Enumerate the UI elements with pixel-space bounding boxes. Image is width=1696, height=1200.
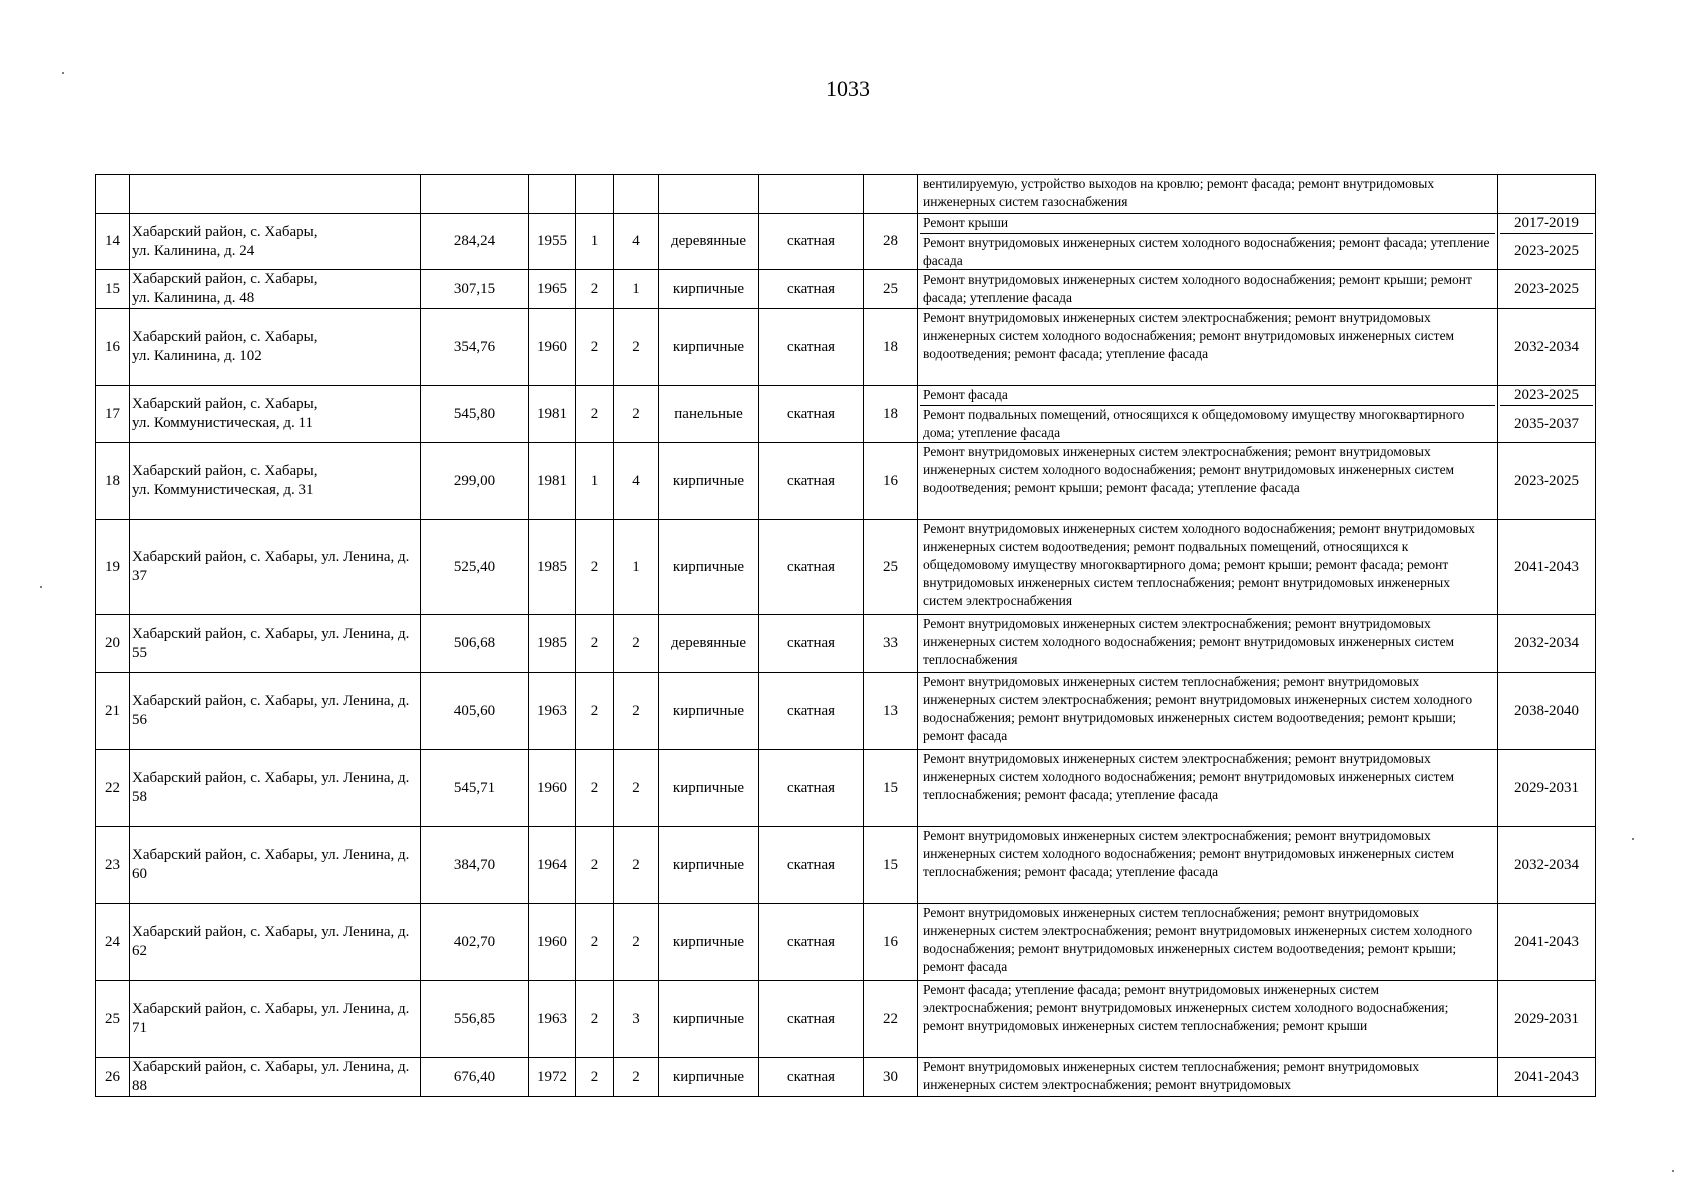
roof-type: скатная: [759, 520, 864, 615]
roof-type: скатная: [759, 827, 864, 904]
work-item: Ремонт внутридомовых инженерных систем теплоснабжения; ремонт внутридомовых инженерных систем электроснабжения; ремонт внутридомовых: [923, 1059, 1420, 1092]
build-year: 1972: [529, 1058, 576, 1097]
apartments-count: 33: [864, 615, 918, 673]
works-cell: [918, 904, 1498, 981]
repair-period: 2038-2040: [1514, 702, 1579, 719]
table-row: [96, 386, 1596, 443]
build-year: 1960: [529, 904, 576, 981]
repair-period: 2032-2034: [1514, 635, 1579, 651]
apartments-count: 28: [864, 214, 918, 270]
repair-period: 2029-2031: [1514, 779, 1579, 796]
entrances-count: 2: [614, 386, 659, 443]
periods-cell: [1498, 1058, 1596, 1097]
wall-material: кирпичные: [659, 309, 759, 386]
floors-count: 2: [576, 1058, 614, 1097]
works-cell: [918, 520, 1498, 615]
periods-cell: [1498, 520, 1596, 615]
floors-count: 2: [576, 904, 614, 981]
wall-material: кирпичные: [659, 673, 759, 750]
apartments-count: 18: [864, 309, 918, 386]
wall-material: кирпичные: [659, 904, 759, 981]
build-year: 1964: [529, 827, 576, 904]
address-line: Хабарский район, с. Хабары,: [132, 329, 318, 345]
total-area: 545,80: [421, 386, 529, 443]
empty-cell: [96, 175, 130, 214]
work-item: Ремонт фасада: [923, 387, 1008, 402]
address-line: ул. Калинина, д. 24: [132, 242, 255, 259]
floors-count: 1: [576, 443, 614, 520]
entrances-count: 2: [614, 827, 659, 904]
entrances-count: 2: [614, 673, 659, 750]
address-line: ул. Калинина, д. 102: [132, 348, 262, 364]
entrances-count: 2: [614, 750, 659, 827]
periods-cell: [1498, 904, 1596, 981]
table-row: [96, 309, 1596, 386]
work-item: Ремонт внутридомовых инженерных систем электроснабжения; ремонт внутридомовых инженерных систем холодного водоснабжения; ремонт внутридомовых инженерных систем теплоснабжения; ремонт фасада; утепление фасада: [923, 751, 1455, 802]
entrances-count: 4: [614, 443, 659, 520]
scan-speck: [1632, 838, 1634, 840]
roof-type: скатная: [759, 443, 864, 520]
entrances-count: 2: [614, 1058, 659, 1097]
wall-material: кирпичные: [659, 520, 759, 615]
periods-cell: [1498, 750, 1596, 827]
table-row: [96, 904, 1596, 981]
floors-count: 2: [576, 386, 614, 443]
page-number: 1033: [826, 76, 870, 101]
works-cell: [918, 673, 1498, 750]
address-cell: [130, 386, 421, 443]
floors-count: 2: [576, 750, 614, 827]
apartments-count: 30: [864, 1058, 918, 1097]
entrances-count: 4: [614, 214, 659, 270]
row-number: 25: [96, 981, 130, 1058]
address-line: Хабарский район, с. Хабары,: [132, 463, 318, 479]
repair-period: 2035-2037: [1500, 405, 1593, 442]
total-area: 307,15: [421, 270, 529, 309]
work-item: Ремонт внутридомовых инженерных систем электроснабжения; ремонт внутридомовых инженерных систем холодного водоснабжения; ремонт внутридомовых инженерных систем теплоснабжения: [923, 616, 1455, 667]
total-area: 506,68: [421, 615, 529, 673]
address-cell: [130, 270, 421, 309]
address-cell: [130, 981, 421, 1058]
scan-speck: [1672, 1170, 1674, 1172]
scan-speck: [40, 586, 42, 588]
table-body: [96, 175, 1596, 1097]
address-line: Хабарский район, с. Хабары, ул. Ленина, д. 58: [132, 770, 410, 805]
total-area: 525,40: [421, 520, 529, 615]
repair-period: 2032-2034: [1514, 338, 1579, 355]
repair-period: 2017-2019: [1514, 215, 1579, 231]
row-number: 20: [96, 615, 130, 673]
address-cell: [130, 673, 421, 750]
wall-material: кирпичные: [659, 1058, 759, 1097]
roof-type: скатная: [759, 615, 864, 673]
table-row: [96, 827, 1596, 904]
address-cell: [130, 827, 421, 904]
works-cell: [918, 981, 1498, 1058]
periods-cell: [1498, 673, 1596, 750]
address-cell: [130, 443, 421, 520]
repair-period: 2029-2031: [1514, 1010, 1579, 1027]
row-number: 24: [96, 904, 130, 981]
address-line: Хабарский район, с. Хабары, ул. Ленина, д. 60: [132, 847, 410, 882]
periods-cell: [1498, 270, 1596, 309]
roof-type: скатная: [759, 981, 864, 1058]
row-number: 18: [96, 443, 130, 520]
build-year: 1985: [529, 615, 576, 673]
apartments-count: 15: [864, 827, 918, 904]
repair-period: 2023-2025: [1500, 233, 1593, 269]
periods-cell: [1498, 981, 1596, 1058]
repair-period: 2023-2025: [1514, 387, 1579, 403]
empty-cell: [864, 175, 918, 214]
entrances-count: 1: [614, 520, 659, 615]
work-item: Ремонт внутридомовых инженерных систем теплоснабжения; ремонт внутридомовых инженерных систем электроснабжения; ремонт внутридомовых инженерных систем холодного водоснабжения; ремонт внутридомовых инженерных систем водоотведения; ремонт крыши; ремонт фасада: [923, 905, 1473, 974]
repair-period: 2041-2043: [1514, 1068, 1579, 1085]
work-item: Ремонт внутридомовых инженерных систем теплоснабжения; ремонт внутридомовых инженерных систем электроснабжения; ремонт внутридомовых инженерных систем холодного водоснабжения; ремонт внутридомовых инженерных систем водоотведения; ремонт крыши; ремонт фасада: [923, 674, 1473, 743]
roof-type: скатная: [759, 904, 864, 981]
apartments-count: 15: [864, 750, 918, 827]
entrances-count: 1: [614, 270, 659, 309]
row-number: 15: [96, 270, 130, 309]
works-cell: [918, 443, 1498, 520]
entrances-count: 2: [614, 309, 659, 386]
empty-cell: [659, 175, 759, 214]
continuation-row: [96, 175, 1596, 214]
periods-cell: [1498, 214, 1596, 270]
row-number: 19: [96, 520, 130, 615]
wall-material: деревянные: [659, 615, 759, 673]
roof-type: скатная: [759, 386, 864, 443]
build-year: 1963: [529, 673, 576, 750]
entrances-count: 2: [614, 904, 659, 981]
table-row: [96, 673, 1596, 750]
work-item: Ремонт внутридомовых инженерных систем электроснабжения; ремонт внутридомовых инженерных систем холодного водоснабжения; ремонт внутридомовых инженерных систем водоотведения; ремонт фасада; утепление фасада: [923, 310, 1455, 361]
floors-count: 2: [576, 827, 614, 904]
repair-period: 2023-2025: [1514, 472, 1579, 489]
total-area: 284,24: [421, 214, 529, 270]
work-item: Ремонт внутридомовых инженерных систем холодного водоснабжения; ремонт крыши; ремонт фасада; утепление фасада: [923, 272, 1472, 305]
address-line: Хабарский район, с. Хабары, ул. Ленина, д. 37: [132, 549, 410, 584]
table-row: [96, 443, 1596, 520]
roof-type: скатная: [759, 750, 864, 827]
roof-type: скатная: [759, 309, 864, 386]
table-row: [96, 615, 1596, 673]
wall-material: кирпичные: [659, 827, 759, 904]
table-row: [96, 520, 1596, 615]
empty-cell: [529, 175, 576, 214]
roof-type: скатная: [759, 214, 864, 270]
build-year: 1981: [529, 443, 576, 520]
address-line: Хабарский район, с. Хабары, ул. Ленина, д. 56: [132, 693, 410, 728]
floors-count: 2: [576, 673, 614, 750]
row-number: 26: [96, 1058, 130, 1097]
table-row: [96, 750, 1596, 827]
apartments-count: 22: [864, 981, 918, 1058]
floors-count: 2: [576, 520, 614, 615]
build-year: 1960: [529, 750, 576, 827]
works-cell: [918, 270, 1498, 309]
empty-cell: [421, 175, 529, 214]
build-year: 1963: [529, 981, 576, 1058]
total-area: 545,71: [421, 750, 529, 827]
works-cell: [918, 386, 1498, 443]
works-cell: [918, 175, 1498, 214]
address-line: ул. Калинина, д. 48: [132, 290, 255, 306]
apartments-count: 16: [864, 443, 918, 520]
address-line: Хабарский район, с. Хабары, ул. Ленина, д. 55: [132, 625, 410, 661]
empty-cell: [130, 175, 421, 214]
work-item: Ремонт подвальных помещений, относящихся к общедомовому имуществу многоквартирного дома; утепление фасада: [920, 405, 1495, 442]
table-row: [96, 1058, 1596, 1097]
row-number: 17: [96, 386, 130, 443]
repair-period: 2041-2043: [1514, 558, 1579, 575]
total-area: 299,00: [421, 443, 529, 520]
build-year: 1965: [529, 270, 576, 309]
apartments-count: 25: [864, 270, 918, 309]
works-cell: [918, 750, 1498, 827]
total-area: 676,40: [421, 1058, 529, 1097]
wall-material: кирпичные: [659, 443, 759, 520]
apartments-count: 13: [864, 673, 918, 750]
address-cell: [130, 214, 421, 270]
works-cell: [918, 309, 1498, 386]
apartments-count: 18: [864, 386, 918, 443]
total-area: 354,76: [421, 309, 529, 386]
floors-count: 1: [576, 214, 614, 270]
address-cell: [130, 520, 421, 615]
address-line: Хабарский район, с. Хабары,: [132, 223, 318, 240]
total-area: 556,85: [421, 981, 529, 1058]
periods-cell: [1498, 615, 1596, 673]
empty-cell: [614, 175, 659, 214]
work-item: вентилируемую, устройство выходов на кровлю; ремонт фасада; ремонт внутридомовых инженерных систем газоснабжения: [923, 176, 1435, 209]
work-item: Ремонт внутридомовых инженерных систем холодного водоснабжения; ремонт фасада; утепление фасада: [920, 233, 1495, 269]
build-year: 1955: [529, 214, 576, 270]
roof-type: скатная: [759, 1058, 864, 1097]
entrances-count: 2: [614, 615, 659, 673]
housing-register-table: [95, 174, 1596, 1097]
apartments-count: 16: [864, 904, 918, 981]
address-line: Хабарский район, с. Хабары, ул. Ленина, д. 71: [132, 1001, 410, 1036]
address-line: Хабарский район, с. Хабары, ул. Ленина, д. 88: [132, 1059, 410, 1094]
periods-cell: [1498, 827, 1596, 904]
row-number: 23: [96, 827, 130, 904]
scan-speck: [62, 72, 64, 74]
row-number: 14: [96, 214, 130, 270]
floors-count: 2: [576, 309, 614, 386]
work-item: Ремонт внутридомовых инженерных систем холодного водоснабжения; ремонт внутридомовых инженерных систем водоотведения; ремонт подвальных помещений, относящихся к общедомовому имуществу многоквартирного дома; ремонт крыши; ремонт фасада; ремонт внутридомовых инженерных систем теплоснабжения; ремонт внутридомовых инженерных систем электроснабжения: [923, 521, 1475, 608]
works-cell: [918, 615, 1498, 673]
wall-material: кирпичные: [659, 270, 759, 309]
work-item: Ремонт внутридомовых инженерных систем электроснабжения; ремонт внутридомовых инженерных систем холодного водоснабжения; ремонт внутридомовых инженерных систем водоотведения; ремонт крыши; ремонт фасада; утепление фасада: [923, 444, 1455, 495]
build-year: 1981: [529, 386, 576, 443]
empty-cell: [576, 175, 614, 214]
repair-period: [1500, 175, 1593, 213]
row-number: 21: [96, 673, 130, 750]
periods-cell: [1498, 443, 1596, 520]
address-cell: [130, 904, 421, 981]
apartments-count: 25: [864, 520, 918, 615]
works-cell: [918, 1058, 1498, 1097]
address-cell: [130, 750, 421, 827]
periods-cell: [1498, 386, 1596, 443]
empty-cell: [759, 175, 864, 214]
work-item: Ремонт внутридомовых инженерных систем электроснабжения; ремонт внутридомовых инженерных систем холодного водоснабжения; ремонт внутридомовых инженерных систем теплоснабжения; ремонт фасада; утепление фасада: [923, 828, 1455, 879]
wall-material: кирпичные: [659, 750, 759, 827]
address-line: Хабарский район, с. Хабары,: [132, 271, 318, 287]
table-row: [96, 981, 1596, 1058]
repair-period: 2041-2043: [1514, 933, 1579, 950]
repair-period: 2032-2034: [1514, 856, 1579, 873]
periods-cell: [1498, 175, 1596, 214]
address-cell: [130, 615, 421, 673]
row-number: 22: [96, 750, 130, 827]
entrances-count: 3: [614, 981, 659, 1058]
build-year: 1985: [529, 520, 576, 615]
total-area: 405,60: [421, 673, 529, 750]
work-item: Ремонт крыши: [923, 215, 1009, 230]
roof-type: скатная: [759, 270, 864, 309]
periods-cell: [1498, 309, 1596, 386]
table-row: [96, 270, 1596, 309]
table-row: [96, 214, 1596, 270]
row-number: 16: [96, 309, 130, 386]
address-cell: [130, 1058, 421, 1097]
wall-material: панельные: [659, 386, 759, 443]
wall-material: деревянные: [659, 214, 759, 270]
works-cell: [918, 214, 1498, 270]
address-line: ул. Коммунистическая, д. 31: [132, 482, 314, 498]
floors-count: 2: [576, 981, 614, 1058]
total-area: 384,70: [421, 827, 529, 904]
wall-material: кирпичные: [659, 981, 759, 1058]
floors-count: 2: [576, 615, 614, 673]
address-line: Хабарский район, с. Хабары, ул. Ленина, д. 62: [132, 924, 410, 959]
total-area: 402,70: [421, 904, 529, 981]
address-line: ул. Коммунистическая, д. 11: [132, 415, 314, 431]
work-item: Ремонт фасада; утепление фасада; ремонт внутридомовых инженерных систем электроснабжения; ремонт внутридомовых инженерных систем холодного водоснабжения; ремонт внутридомовых инженерных систем теплоснабжения; ремонт крыши: [923, 982, 1449, 1033]
floors-count: 2: [576, 270, 614, 309]
repair-period: 2023-2025: [1514, 280, 1579, 297]
address-line: Хабарский район, с. Хабары,: [132, 396, 318, 412]
address-cell: [130, 309, 421, 386]
roof-type: скатная: [759, 673, 864, 750]
works-cell: [918, 827, 1498, 904]
build-year: 1960: [529, 309, 576, 386]
